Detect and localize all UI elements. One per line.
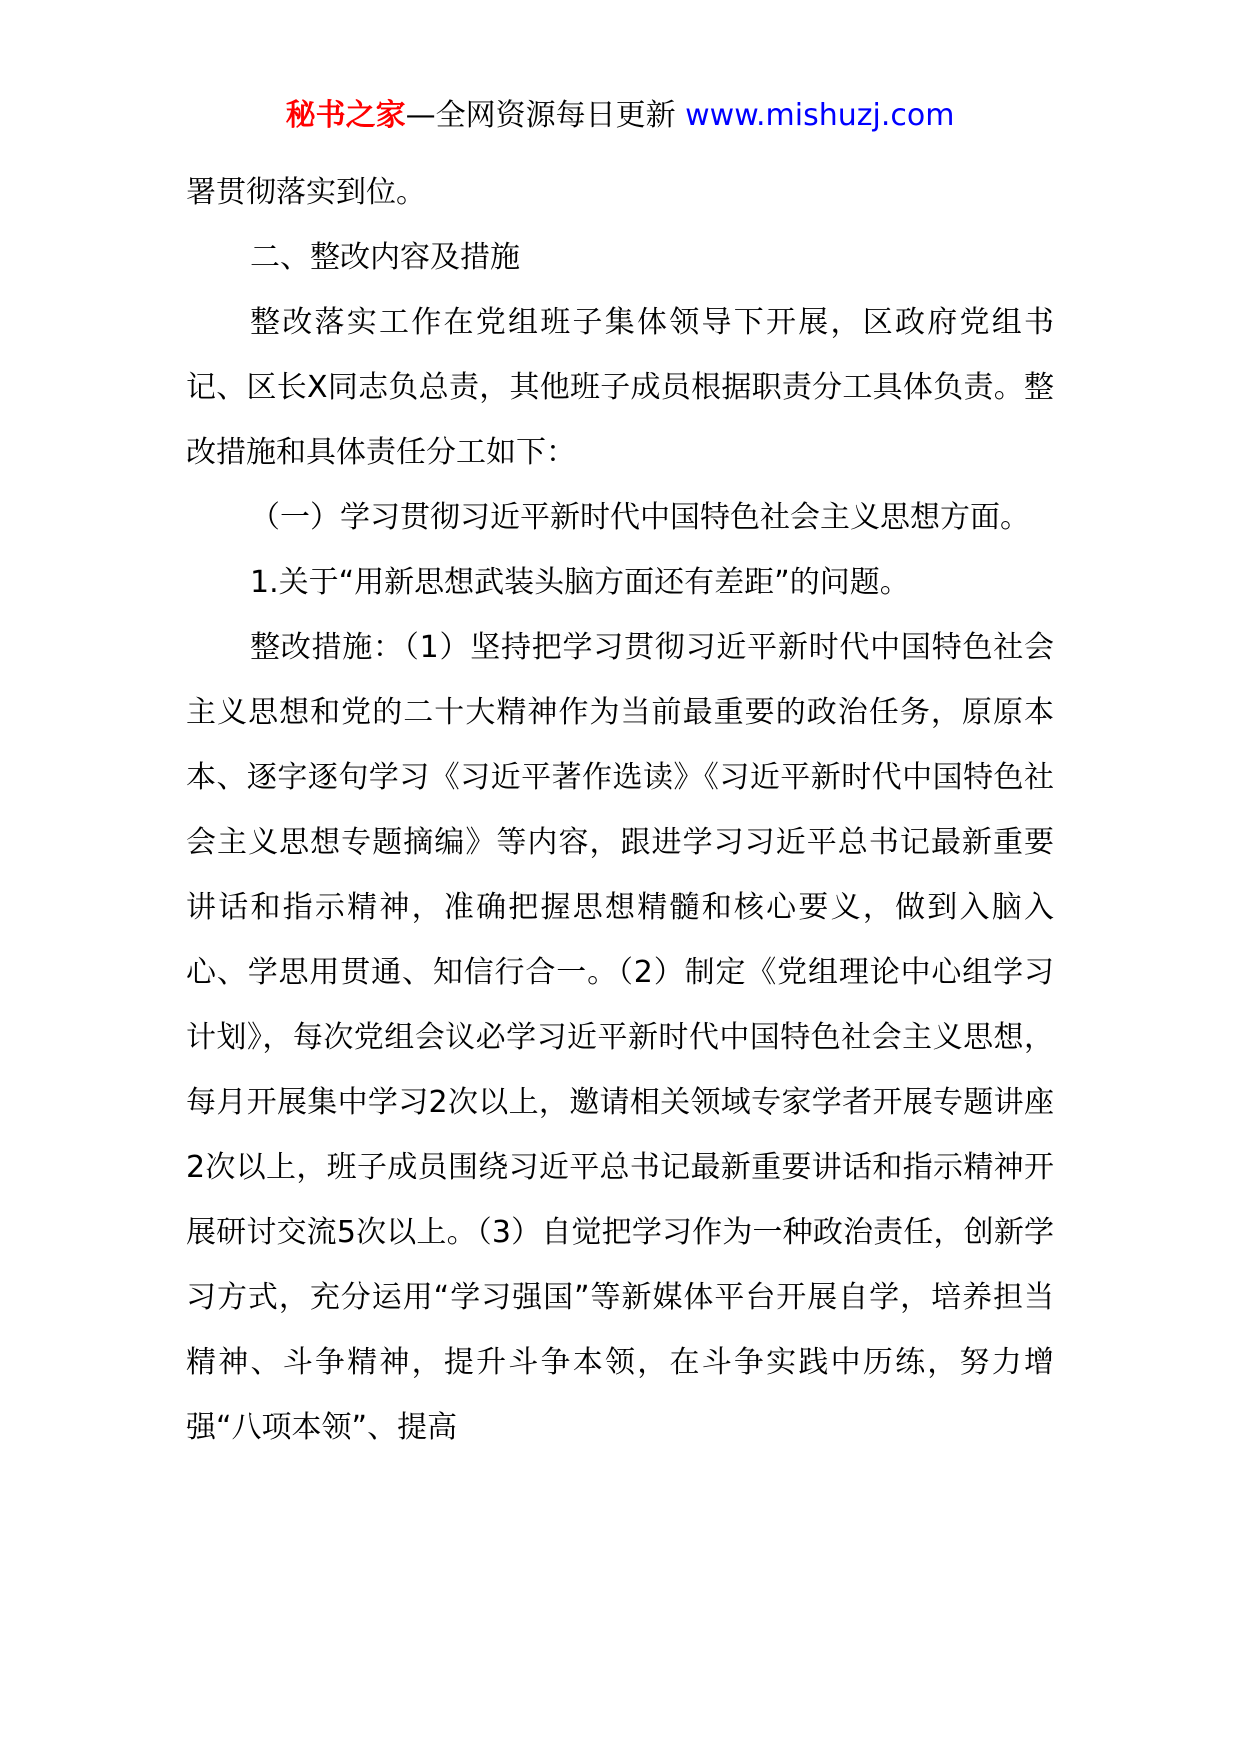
site-header	[0, 96, 1240, 136]
paragraph-continuation: 署贯彻落实到位。	[186, 175, 426, 210]
site-brand: 秘书之家	[285, 98, 406, 133]
site-url-link[interactable]: www.mishuzj.com	[685, 98, 955, 133]
paragraph-measures: 整改措施：（1）坚持把学习贯彻习近平新时代中国特色社会主义思想和党的二十大精神作为当前最重要的政治任务，原原本本、逐字逐句学习《习近平著作选读》《习近平新时代中国特色社会主义思想专题摘编》等内容，跟进学习习近平总书记最新重要讲话和指示精神，准确把握思想精髓和核心要义，做到入脑入心、学思用贯通、知信行合一。（2）制定《党组理论中心组学习计划》，每次党组会议必学习近平新时代中国特色社会主义思想，每月开展集中学习2次以上，邀请相关领域专家学者开展专题讲座2次以上，班子成员围绕习近平总书记最新重要讲话和指示精神开展研讨交流5次以上。（3）自觉把学习作为一种政治责任，创新学习方式，充分运用“学习强国”等新媒体平台开展自学，培养担当精神、斗争精神，提升斗争本领，在斗争实践中历练，努力增强“八项本领”、提高	[186, 630, 1054, 1445]
subsection-heading: （一）学习贯彻习近平新时代中国特色社会主义思想方面。	[250, 500, 1030, 535]
paragraph-intro: 整改落实工作在党组班子集体领导下开展，区政府党组书记、区长X同志负总责，其他班子成员根据职责分工具体负责。整改措施和具体责任分工如下：	[186, 305, 1054, 470]
site-slogan: —全网资源每日更新	[405, 98, 686, 133]
item-heading: 1.关于“用新思想武装头脑方面还有差距”的问题。	[250, 565, 910, 600]
document-body	[186, 160, 1054, 1460]
section-heading: 二、整改内容及措施	[250, 240, 520, 275]
